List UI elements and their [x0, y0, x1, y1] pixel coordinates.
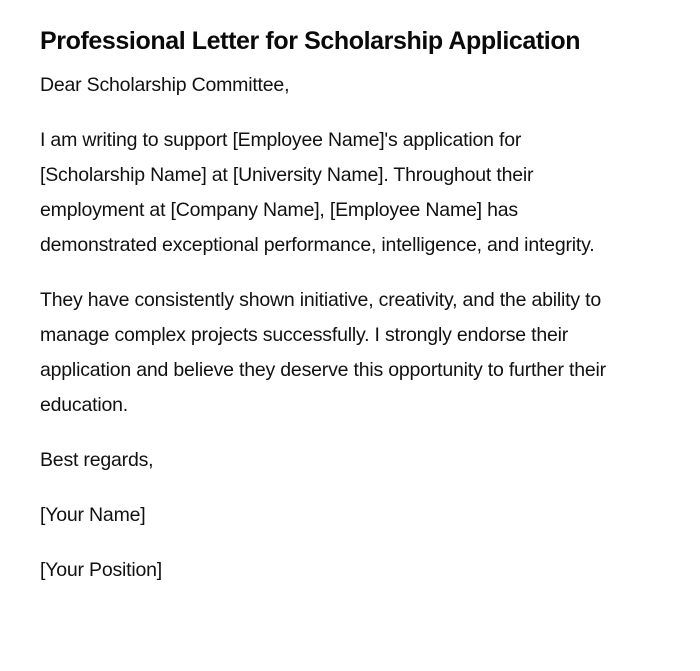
signature-position: [Your Position]: [40, 559, 163, 581]
signature-name: [Your Name]: [40, 504, 146, 526]
closing: Best regards,: [40, 449, 154, 471]
body-paragraph-1: I am writing to support [Employee Name]'s application for [Scholarship Name] at [University Name]. Throughout their employment at [Company Name], [Employee Name] has demonstrated exceptional performance, intelligence, and integrity.: [40, 129, 595, 256]
letter-title: Professional Letter for Scholarship Application: [40, 27, 581, 55]
salutation: Dear Scholarship Committee,: [40, 74, 290, 96]
body-paragraph-2: They have consistently shown initiative, creativity, and the ability to manage complex projects successfully. I strongly endorse their application and believe they deserve this opportunity to further their education.: [40, 289, 606, 416]
